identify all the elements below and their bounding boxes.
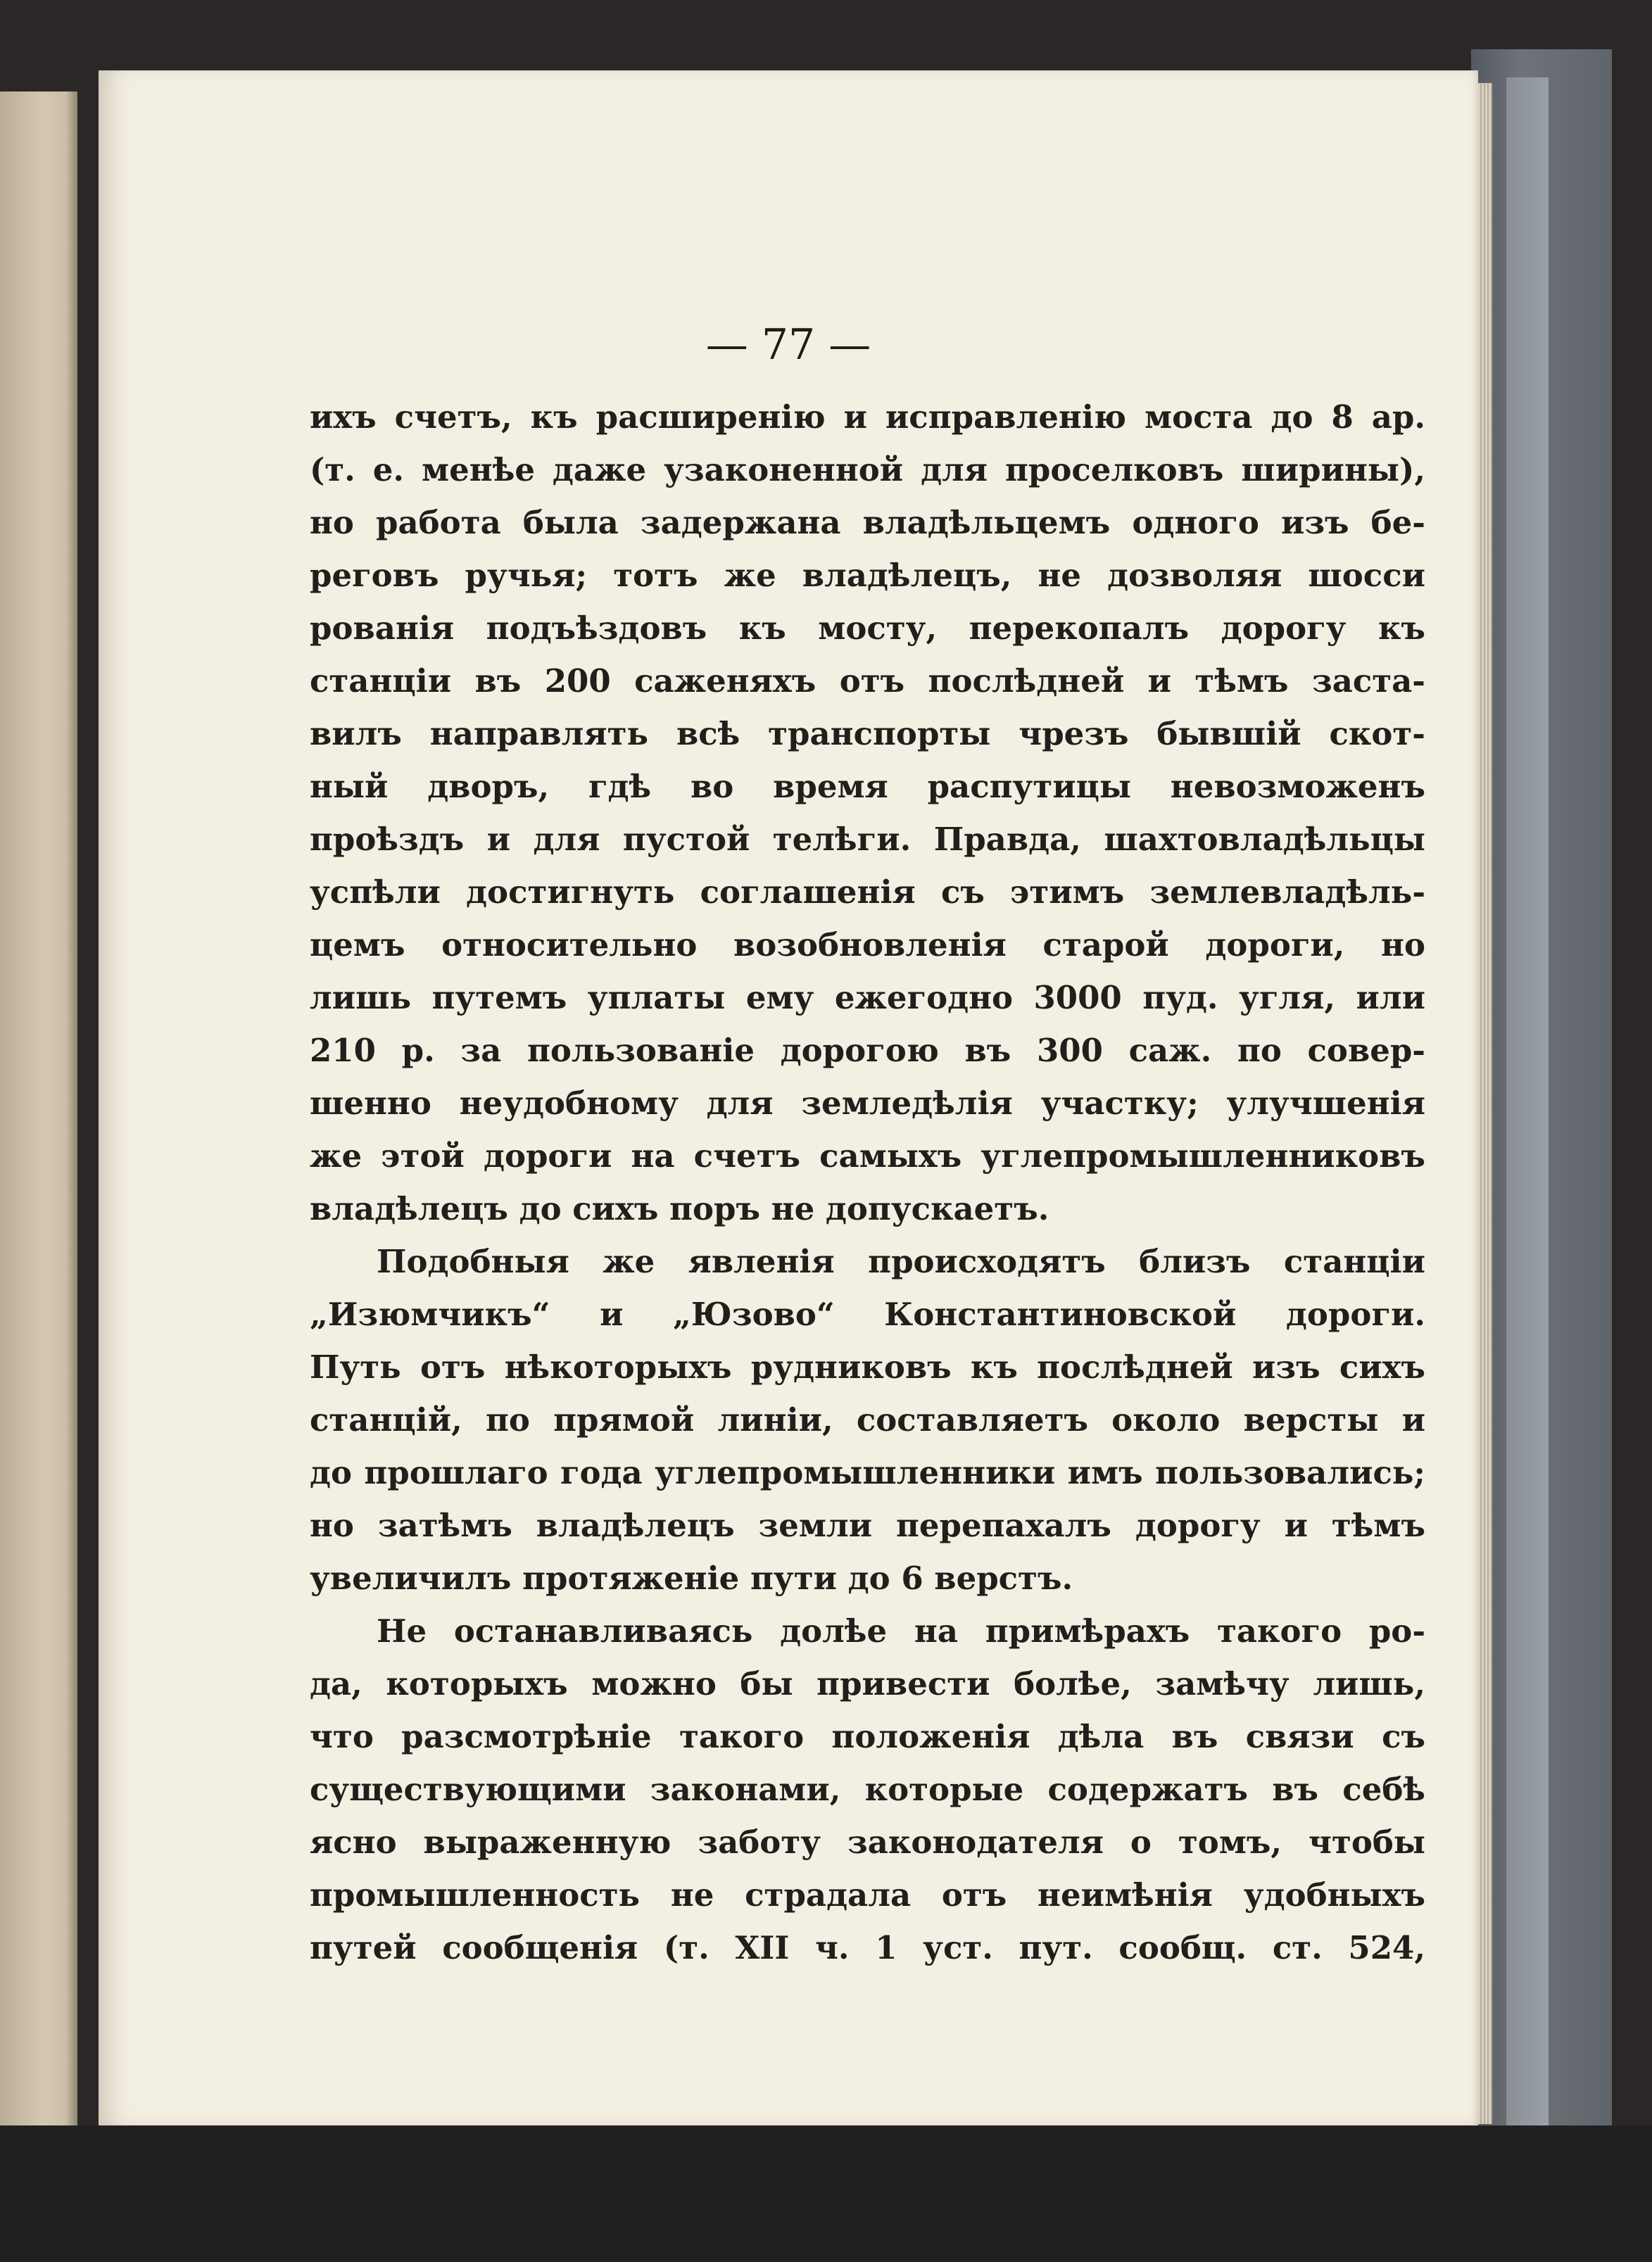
facing-page-edge	[0, 91, 77, 2133]
page-text	[310, 391, 1425, 1974]
text-line: проѣздъ и для пустой телѣги. Правда, шахтовладѣльцы	[310, 821, 1425, 858]
text-line: станцій, по прямой линіи, составляетъ около версты и	[310, 1401, 1425, 1439]
text-line: владѣлецъ до сихъ поръ не допускаетъ.	[310, 1190, 1049, 1227]
text-line: ный дворъ, гдѣ во время распутицы невозможенъ	[310, 768, 1425, 805]
text-line: Не останавливаясь долѣе на примѣрахъ такого ро-	[377, 1612, 1425, 1650]
text-line: ихъ счетъ, къ расширенію и исправленію моста до 8 ар.	[310, 398, 1425, 436]
paragraph-2	[310, 1235, 1425, 1605]
text-line: до прошлаго года углепромышленники имъ пользовались;	[310, 1454, 1425, 1491]
text-line: что разсмотрѣніе такого положенія дѣла въ связи съ	[310, 1718, 1425, 1755]
text-line: увеличилъ протяженіе пути до 6 верстъ.	[310, 1560, 1073, 1597]
text-line: цемъ относительно возобновленія старой дороги, но	[310, 926, 1425, 963]
text-line: да, которыхъ можно бы привести болѣе, замѣчу лишь,	[310, 1665, 1425, 1702]
text-line: успѣли достигнуть соглашенія съ этимъ землевладѣль-	[310, 873, 1425, 911]
text-line: рованія подъѣздовъ къ мосту, перекопалъ дорогу къ	[310, 609, 1425, 647]
book-page	[99, 70, 1478, 2125]
text-line: шенно неудобному для земледѣлія участку; улучшенія	[310, 1085, 1425, 1122]
text-line: 210 р. за пользованіе дорогою въ 300 саж. по совер-	[310, 1032, 1425, 1069]
text-line: же этой дороги на счетъ самыхъ углепромышленниковъ	[310, 1137, 1425, 1175]
text-line: но затѣмъ владѣлецъ земли перепахалъ дорогу и тѣмъ	[310, 1507, 1425, 1544]
text-line: вилъ направлять всѣ транспорты чрезъ бывшій скот-	[310, 715, 1425, 752]
text-line: „Изюмчикъ“ и „Юзово“ Константиновской дороги.	[310, 1296, 1425, 1333]
text-line: станціи въ 200 саженяхъ отъ послѣдней и тѣмъ заста-	[310, 662, 1425, 700]
text-line: промышленность не страдала отъ неимѣнія удобныхъ	[310, 1876, 1425, 1914]
text-line: реговъ ручья; тотъ же владѣлецъ, не дозволяя шосси	[310, 557, 1425, 594]
cover-bottom	[0, 2125, 1652, 2262]
text-line: путей сообщенія (т. XII ч. 1 уст. пут. сообщ. ст. 524,	[310, 1929, 1425, 1966]
paragraph-3	[310, 1605, 1425, 1974]
text-line: существующими законами, которые содержатъ въ себѣ	[310, 1771, 1425, 1808]
text-line: Путь отъ нѣкоторыхъ рудниковъ къ послѣдней изъ сихъ	[310, 1348, 1425, 1386]
text-line: но работа была задержана владѣльцемъ одного изъ бе-	[310, 504, 1425, 541]
paragraph-1	[310, 391, 1425, 1235]
page-number: — 77 —	[705, 320, 871, 369]
text-line: лишь путемъ уплаты ему ежегодно 3000 пуд. угля, или	[310, 979, 1425, 1016]
text-line: (т. е. менѣе даже узаконенной для проселковъ ширины),	[310, 451, 1425, 488]
text-line: Подобныя же явленія происходятъ близъ станціи	[377, 1243, 1425, 1280]
text-line: ясно выраженную заботу законодателя о томъ, чтобы	[310, 1824, 1425, 1861]
book-cover-edge	[1506, 77, 1549, 2133]
